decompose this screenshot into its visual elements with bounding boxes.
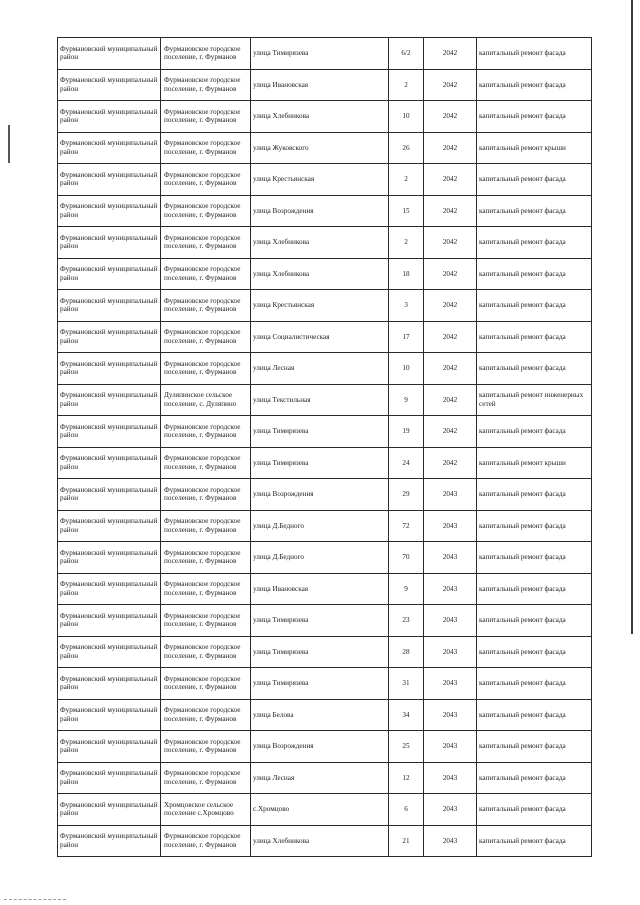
table-row [58, 101, 592, 133]
settlement-cell: Фурмановское городское поселение, г. Фурманов [161, 195, 251, 227]
work-type-cell: капитальный ремонт фасада [477, 479, 592, 511]
house-number-cell: 12 [389, 762, 424, 794]
year-cell: 2042 [424, 321, 477, 353]
house-number-cell: 26 [389, 132, 424, 164]
house-number-cell: 2 [389, 227, 424, 259]
street-cell: улица Социалистическая [251, 321, 389, 353]
table-row [58, 290, 592, 322]
work-type-cell: капитальный ремонт крыши [477, 132, 592, 164]
house-number-cell: 28 [389, 636, 424, 668]
work-type-cell: капитальный ремонт фасада [477, 69, 592, 101]
year-cell: 2042 [424, 416, 477, 448]
house-number-cell: 24 [389, 447, 424, 479]
street-cell: улица Ивановская [251, 69, 389, 101]
year-cell: 2043 [424, 542, 477, 574]
settlement-cell: Фурмановское городское поселение, г. Фурманов [161, 731, 251, 763]
year-cell: 2043 [424, 510, 477, 542]
street-cell: улица Лесная [251, 353, 389, 385]
house-number-cell: 18 [389, 258, 424, 290]
table-row [58, 69, 592, 101]
table-row [58, 38, 592, 70]
district-cell: Фурмановский муниципальный район [58, 762, 161, 794]
table-row [58, 668, 592, 700]
scan-footer-mark [4, 899, 66, 901]
street-cell: улица Тимирязева [251, 38, 389, 70]
settlement-cell: Хромцовское сельское поселение с.Хромцово [161, 794, 251, 826]
work-type-cell: капитальный ремонт фасада [477, 636, 592, 668]
street-cell: улица Хлебникова [251, 825, 389, 857]
settlement-cell: Фурмановское городское поселение, г. Фурманов [161, 668, 251, 700]
table-row [58, 794, 592, 826]
year-cell: 2043 [424, 794, 477, 826]
street-cell: улица Крестьянская [251, 164, 389, 196]
street-cell: улица Жуковского [251, 132, 389, 164]
settlement-cell: Фурмановское городское поселение, г. Фурманов [161, 825, 251, 857]
street-cell: улица Возрождения [251, 479, 389, 511]
district-cell: Фурмановский муниципальный район [58, 510, 161, 542]
district-cell: Фурмановский муниципальный район [58, 731, 161, 763]
year-cell: 2043 [424, 573, 477, 605]
settlement-cell: Фурмановское городское поселение, г. Фурманов [161, 38, 251, 70]
settlement-cell: Фурмановское городское поселение, г. Фурманов [161, 101, 251, 133]
settlement-cell: Фурмановское городское поселение, г. Фурманов [161, 699, 251, 731]
house-number-cell: 19 [389, 416, 424, 448]
year-cell: 2042 [424, 164, 477, 196]
year-cell: 2042 [424, 353, 477, 385]
year-cell: 2042 [424, 290, 477, 322]
work-type-cell: капитальный ремонт фасада [477, 699, 592, 731]
work-type-cell: капитальный ремонт фасада [477, 573, 592, 605]
house-number-cell: 34 [389, 699, 424, 731]
settlement-cell: Фурмановское городское поселение, г. Фурманов [161, 321, 251, 353]
settlement-cell: Дуляпинское сельское поселение, с. Дуляпино [161, 384, 251, 416]
settlement-cell: Фурмановское городское поселение, г. Фурманов [161, 290, 251, 322]
house-number-cell: 2 [389, 164, 424, 196]
settlement-cell: Фурмановское городское поселение, г. Фурманов [161, 479, 251, 511]
street-cell: улица Лесная [251, 762, 389, 794]
work-type-cell: капитальный ремонт инженерных сетей [477, 384, 592, 416]
work-type-cell: капитальный ремонт фасада [477, 825, 592, 857]
table-row [58, 731, 592, 763]
table-row [58, 636, 592, 668]
house-number-cell: 10 [389, 353, 424, 385]
work-type-cell: капитальный ремонт фасада [477, 290, 592, 322]
work-type-cell: капитальный ремонт фасада [477, 101, 592, 133]
year-cell: 2043 [424, 825, 477, 857]
house-number-cell: 10 [389, 101, 424, 133]
work-type-cell: капитальный ремонт фасада [477, 353, 592, 385]
district-cell: Фурмановский муниципальный район [58, 227, 161, 259]
house-number-cell: 2 [389, 69, 424, 101]
house-number-cell: 17 [389, 321, 424, 353]
settlement-cell: Фурмановское городское поселение, г. Фурманов [161, 69, 251, 101]
work-type-cell: капитальный ремонт фасада [477, 605, 592, 637]
settlement-cell: Фурмановское городское поселение, г. Фурманов [161, 447, 251, 479]
scan-binding-shadow [631, 0, 633, 634]
house-number-cell: 25 [389, 731, 424, 763]
district-cell: Фурмановский муниципальный район [58, 636, 161, 668]
district-cell: Фурмановский муниципальный район [58, 258, 161, 290]
district-cell: Фурмановский муниципальный район [58, 321, 161, 353]
year-cell: 2042 [424, 258, 477, 290]
year-cell: 2043 [424, 668, 477, 700]
year-cell: 2043 [424, 479, 477, 511]
table-row [58, 605, 592, 637]
work-type-cell: капитальный ремонт крыши [477, 447, 592, 479]
settlement-cell: Фурмановское городское поселение, г. Фурманов [161, 416, 251, 448]
district-cell: Фурмановский муниципальный район [58, 794, 161, 826]
house-number-cell: 31 [389, 668, 424, 700]
work-type-cell: капитальный ремонт фасада [477, 794, 592, 826]
district-cell: Фурмановский муниципальный район [58, 101, 161, 133]
street-cell: улица Возрождения [251, 195, 389, 227]
settlement-cell: Фурмановское городское поселение, г. Фурманов [161, 762, 251, 794]
work-type-cell: капитальный ремонт фасада [477, 258, 592, 290]
street-cell: улица Тимирязева [251, 668, 389, 700]
work-type-cell: капитальный ремонт фасада [477, 416, 592, 448]
house-number-cell: 72 [389, 510, 424, 542]
district-cell: Фурмановский муниципальный район [58, 384, 161, 416]
house-number-cell: 9 [389, 384, 424, 416]
street-cell: улица Хлебникова [251, 227, 389, 259]
district-cell: Фурмановский муниципальный район [58, 195, 161, 227]
table-row [58, 195, 592, 227]
year-cell: 2042 [424, 38, 477, 70]
district-cell: Фурмановский муниципальный район [58, 573, 161, 605]
year-cell: 2042 [424, 195, 477, 227]
year-cell: 2043 [424, 762, 477, 794]
year-cell: 2042 [424, 101, 477, 133]
settlement-cell: Фурмановское городское поселение, г. Фурманов [161, 542, 251, 574]
street-cell: улица Тимирязева [251, 636, 389, 668]
year-cell: 2043 [424, 605, 477, 637]
street-cell: улица Хлебникова [251, 101, 389, 133]
settlement-cell: Фурмановское городское поселение, г. Фурманов [161, 636, 251, 668]
house-number-cell: 9 [389, 573, 424, 605]
table-row [58, 699, 592, 731]
year-cell: 2042 [424, 384, 477, 416]
street-cell: улица Хлебникова [251, 258, 389, 290]
street-cell: улица Тимирязева [251, 605, 389, 637]
work-type-cell: капитальный ремонт фасада [477, 731, 592, 763]
table-row [58, 762, 592, 794]
settlement-cell: Фурмановское городское поселение, г. Фурманов [161, 353, 251, 385]
settlement-cell: Фурмановское городское поселение, г. Фурманов [161, 510, 251, 542]
work-type-cell: капитальный ремонт фасада [477, 668, 592, 700]
settlement-cell: Фурмановское городское поселение, г. Фурманов [161, 573, 251, 605]
work-type-cell: капитальный ремонт фасада [477, 510, 592, 542]
district-cell: Фурмановский муниципальный район [58, 542, 161, 574]
table-row [58, 353, 592, 385]
house-number-cell: 6 [389, 794, 424, 826]
street-cell: улица Текстильная [251, 384, 389, 416]
district-cell: Фурмановский муниципальный район [58, 132, 161, 164]
street-cell: с.Хромцово [251, 794, 389, 826]
scan-edge-mark [8, 125, 10, 163]
district-cell: Фурмановский муниципальный район [58, 164, 161, 196]
house-number-cell: 6/2 [389, 38, 424, 70]
district-cell: Фурмановский муниципальный район [58, 447, 161, 479]
district-cell: Фурмановский муниципальный район [58, 38, 161, 70]
settlement-cell: Фурмановское городское поселение, г. Фурманов [161, 227, 251, 259]
work-type-cell: капитальный ремонт фасада [477, 227, 592, 259]
house-number-cell: 29 [389, 479, 424, 511]
table-row [58, 132, 592, 164]
year-cell: 2042 [424, 132, 477, 164]
street-cell: улица Тимирязева [251, 447, 389, 479]
table-body [58, 38, 592, 857]
district-cell: Фурмановский муниципальный район [58, 353, 161, 385]
house-number-cell: 23 [389, 605, 424, 637]
year-cell: 2042 [424, 227, 477, 259]
work-type-cell: капитальный ремонт фасада [477, 195, 592, 227]
district-cell: Фурмановский муниципальный район [58, 416, 161, 448]
district-cell: Фурмановский муниципальный район [58, 668, 161, 700]
table-row [58, 321, 592, 353]
table-row [58, 258, 592, 290]
settlement-cell: Фурмановское городское поселение, г. Фурманов [161, 258, 251, 290]
table-row [58, 447, 592, 479]
table-row [58, 510, 592, 542]
table-row [58, 573, 592, 605]
district-cell: Фурмановский муниципальный район [58, 69, 161, 101]
district-cell: Фурмановский муниципальный район [58, 605, 161, 637]
street-cell: улица Тимирязева [251, 416, 389, 448]
work-type-cell: капитальный ремонт фасада [477, 762, 592, 794]
year-cell: 2042 [424, 69, 477, 101]
work-type-cell: капитальный ремонт фасада [477, 38, 592, 70]
table-row [58, 825, 592, 857]
street-cell: улица Крестьянская [251, 290, 389, 322]
work-type-cell: капитальный ремонт фасада [477, 164, 592, 196]
house-number-cell: 3 [389, 290, 424, 322]
district-cell: Фурмановский муниципальный район [58, 699, 161, 731]
repair-schedule-table [57, 37, 592, 857]
table-row [58, 384, 592, 416]
settlement-cell: Фурмановское городское поселение, г. Фурманов [161, 605, 251, 637]
house-number-cell: 21 [389, 825, 424, 857]
table-row [58, 542, 592, 574]
street-cell: улица Д.Бедного [251, 542, 389, 574]
table-row [58, 416, 592, 448]
district-cell: Фурмановский муниципальный район [58, 825, 161, 857]
year-cell: 2043 [424, 636, 477, 668]
settlement-cell: Фурмановское городское поселение, г. Фурманов [161, 164, 251, 196]
work-type-cell: капитальный ремонт фасада [477, 542, 592, 574]
district-cell: Фурмановский муниципальный район [58, 479, 161, 511]
table-row [58, 479, 592, 511]
year-cell: 2042 [424, 447, 477, 479]
street-cell: улица Белова [251, 699, 389, 731]
year-cell: 2043 [424, 699, 477, 731]
work-type-cell: капитальный ремонт фасада [477, 321, 592, 353]
district-cell: Фурмановский муниципальный район [58, 290, 161, 322]
settlement-cell: Фурмановское городское поселение, г. Фурманов [161, 132, 251, 164]
street-cell: улица Возрождения [251, 731, 389, 763]
table-row [58, 227, 592, 259]
year-cell: 2043 [424, 731, 477, 763]
house-number-cell: 15 [389, 195, 424, 227]
street-cell: улица Ивановская [251, 573, 389, 605]
house-number-cell: 70 [389, 542, 424, 574]
street-cell: улица Д.Бедного [251, 510, 389, 542]
table-row [58, 164, 592, 196]
